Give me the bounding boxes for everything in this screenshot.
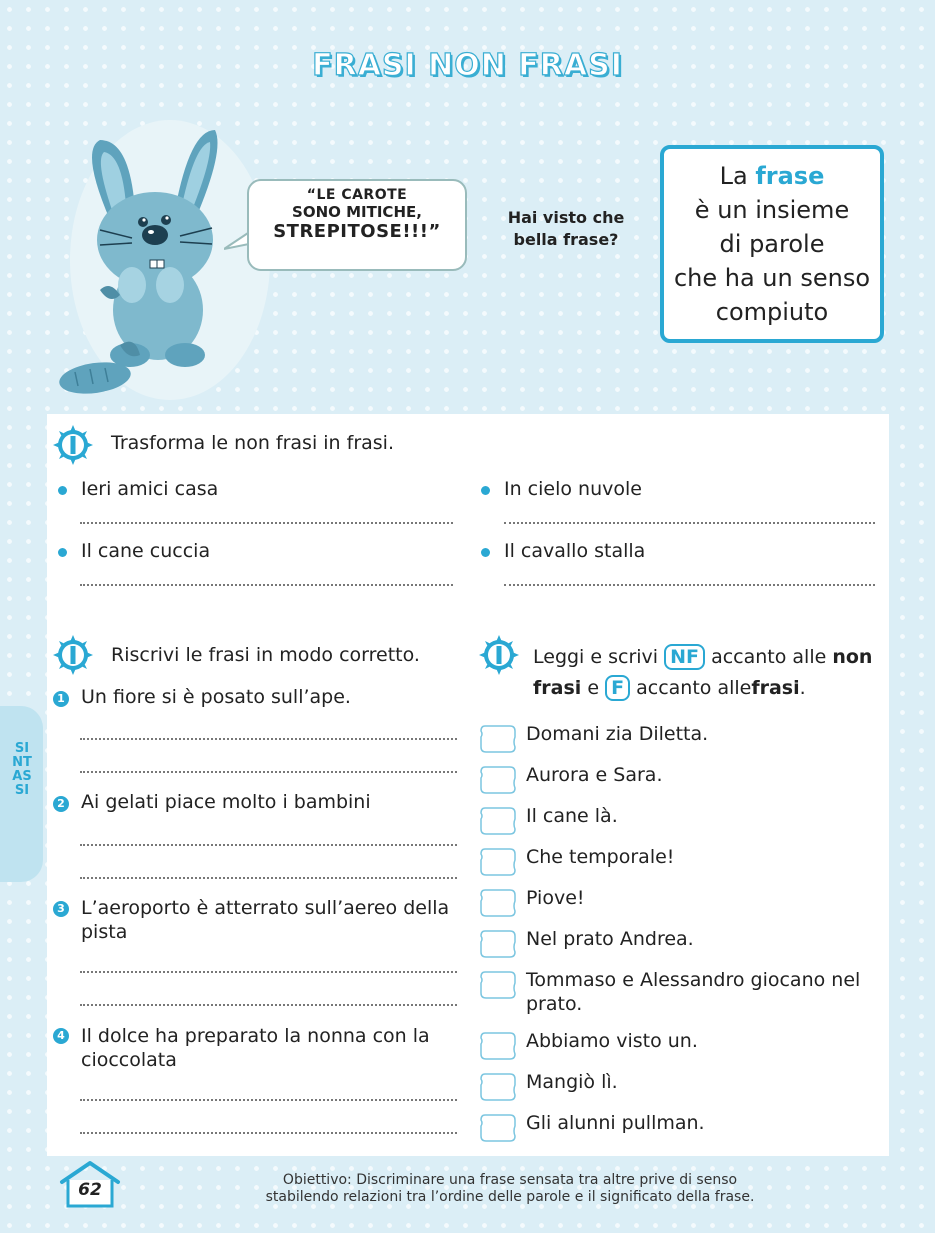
bullet	[58, 486, 67, 495]
number-badge: 4	[53, 1028, 69, 1044]
answer-box[interactable]	[479, 888, 517, 918]
answer-line[interactable]	[80, 971, 457, 973]
page-title: FRASI NON FRASI	[312, 48, 623, 83]
ex3-item: Abbiamo visto un.	[526, 1030, 698, 1052]
answer-line[interactable]	[504, 522, 875, 524]
ex3-item: Nel prato Andrea.	[526, 928, 694, 950]
ex3-item: Che temporale!	[526, 846, 675, 868]
bullet	[58, 548, 67, 557]
ex1-item: Ieri amici casa	[81, 478, 219, 500]
question-text: Hai visto che bella frase?	[507, 208, 625, 249]
answer-line[interactable]	[80, 771, 457, 773]
answer-line[interactable]	[80, 1004, 457, 1006]
answer-box[interactable]	[479, 806, 517, 836]
definition-box	[660, 145, 884, 343]
tag-nf: NF	[664, 644, 705, 670]
footer-line-2: stabilendo relazioni tra l’ordine delle parole e il significato della frase.	[265, 1189, 755, 1205]
definition-line: è un insieme	[694, 196, 850, 224]
sun-icon	[53, 425, 93, 465]
definition-line: compiuto	[715, 298, 829, 326]
ex1-item: Il cavallo stalla	[504, 540, 646, 562]
ex3-bold-non: non frasi	[533, 646, 873, 699]
ex2-item: L’aeroporto è atterrato sull’aereo della pista	[81, 897, 450, 943]
answer-box[interactable]	[479, 1072, 517, 1102]
ex3-instr-c: e	[587, 677, 600, 699]
answer-line[interactable]	[80, 1132, 457, 1134]
ex3-item: Domani zia Diletta.	[526, 723, 709, 745]
number-badge: 2	[53, 796, 69, 812]
definition-title	[664, 159, 880, 193]
ex1-item: In cielo nuvole	[504, 478, 642, 500]
bullet	[481, 548, 490, 557]
answer-line[interactable]	[504, 584, 875, 586]
number-badge: 3	[53, 901, 69, 917]
answer-box[interactable]	[479, 1113, 517, 1143]
exercise-panel	[47, 414, 889, 1156]
ex2-instruction: Riscrivi le frasi in modo corretto.	[111, 644, 420, 666]
answer-box[interactable]	[479, 724, 517, 754]
answer-box[interactable]	[479, 1031, 517, 1061]
definition-pre: La	[719, 162, 748, 190]
ex3-item: Aurora e Sara.	[526, 764, 663, 786]
ex3-item: Mangiò lì.	[526, 1071, 618, 1093]
ex3-item: Il cane là.	[526, 805, 618, 827]
answer-line[interactable]	[80, 844, 457, 846]
sun-icon	[479, 635, 519, 675]
footer-line-1: Obiettivo: Discriminare una frase sensata tra altre prive di senso	[282, 1172, 738, 1188]
definition-line: che ha un senso	[673, 264, 871, 292]
answer-line[interactable]	[80, 522, 453, 524]
footer-objective	[200, 1172, 820, 1206]
ex2-item: Il dolce ha preparato la nonna con la cioccolata	[81, 1025, 430, 1071]
ex2-item: Un fiore si è posato sull’ape.	[81, 686, 351, 708]
answer-line[interactable]	[80, 1099, 457, 1101]
bunny-illustration	[40, 110, 270, 410]
bubble-line-2: SONO MITICHE,	[292, 203, 422, 221]
answer-box[interactable]	[479, 765, 517, 795]
definition-word: frase	[755, 162, 825, 190]
answer-line[interactable]	[80, 584, 453, 586]
answer-line[interactable]	[80, 877, 457, 879]
definition-line: di parole	[719, 230, 825, 258]
side-tab-label: SINTASSI	[12, 741, 32, 798]
ex3-item: Tommaso e Alessandro giocano nel prato.	[526, 969, 861, 1015]
answer-box[interactable]	[479, 847, 517, 877]
speech-bubble	[247, 179, 467, 271]
answer-box[interactable]	[479, 970, 517, 1000]
bubble-line-1: “LE CAROTE	[306, 187, 408, 203]
ex3-bold-frasi: frasi	[751, 677, 800, 699]
page-number: 62	[78, 1180, 102, 1200]
bullet	[481, 486, 490, 495]
sun-icon	[53, 635, 93, 675]
ex3-item: Piove!	[526, 887, 585, 909]
number-badge: 1	[53, 691, 69, 707]
ex3-end: .	[799, 677, 806, 699]
ex1-item: Il cane cuccia	[81, 540, 211, 562]
bubble-line-3: STREPITOSE!!!”	[273, 221, 441, 242]
tag-f: F	[605, 675, 630, 701]
ex3-instr-d: accanto alle	[636, 677, 752, 699]
ex1-instruction: Trasforma le non frasi in frasi.	[111, 432, 394, 454]
ex3-item: Gli alunni pullman.	[526, 1112, 705, 1134]
ex2-item: Ai gelati piace molto i bambini	[81, 791, 371, 813]
ex3-instr-a: Leggi e scrivi	[533, 646, 659, 668]
ex3-instruction	[533, 642, 883, 704]
answer-line[interactable]	[80, 738, 457, 740]
answer-box[interactable]	[479, 929, 517, 959]
ex3-instr-b: accanto alle	[711, 646, 827, 668]
